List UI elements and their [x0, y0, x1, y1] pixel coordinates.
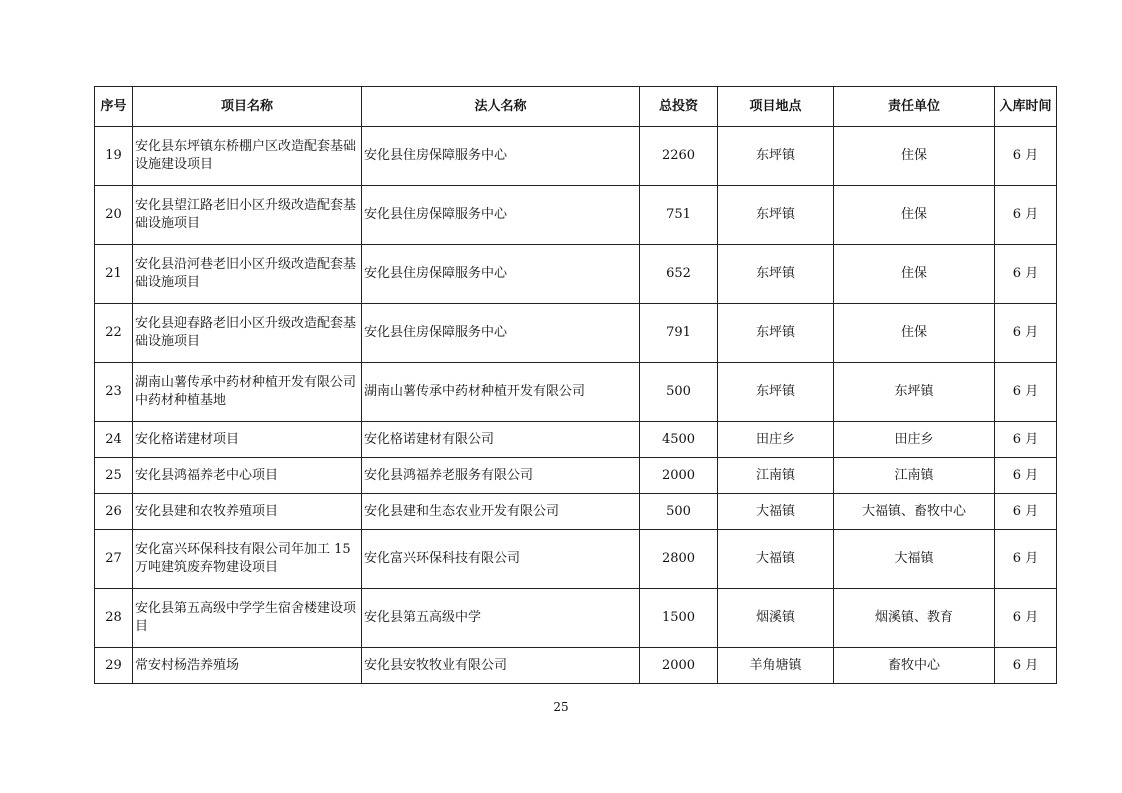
cell-project-name: 安化县沿河巷老旧小区升级改造配套基础设施项目	[133, 245, 362, 304]
table-row	[95, 422, 1057, 458]
cell-project-name: 安化县望江路老旧小区升级改造配套基础设施项目	[133, 186, 362, 245]
table-row	[95, 494, 1057, 530]
cell-investment: 751	[640, 186, 718, 245]
cell-entry-time: 6 月	[995, 589, 1057, 648]
cell-entry-time: 6 月	[995, 245, 1057, 304]
cell-no: 22	[95, 304, 133, 363]
cell-location: 江南镇	[718, 458, 834, 494]
header-responsible-unit: 责任单位	[834, 87, 995, 127]
cell-investment: 2000	[640, 458, 718, 494]
cell-entry-time: 6 月	[995, 422, 1057, 458]
cell-corporation: 安化格诺建材有限公司	[362, 422, 640, 458]
cell-entry-time: 6 月	[995, 186, 1057, 245]
cell-responsible-unit: 畜牧中心	[834, 648, 995, 684]
table-row	[95, 186, 1057, 245]
header-investment: 总投资	[640, 87, 718, 127]
table-row	[95, 458, 1057, 494]
cell-location: 东坪镇	[718, 186, 834, 245]
cell-no: 29	[95, 648, 133, 684]
cell-investment: 2000	[640, 648, 718, 684]
cell-location: 田庄乡	[718, 422, 834, 458]
table-row	[95, 589, 1057, 648]
cell-corporation: 安化县住房保障服务中心	[362, 127, 640, 186]
cell-location: 大福镇	[718, 494, 834, 530]
cell-project-name: 安化富兴环保科技有限公司年加工 15 万吨建筑废弃物建设项目	[133, 530, 362, 589]
cell-entry-time: 6 月	[995, 127, 1057, 186]
cell-no: 21	[95, 245, 133, 304]
cell-corporation: 安化县住房保障服务中心	[362, 304, 640, 363]
header-no: 序号	[95, 87, 133, 127]
cell-project-name: 安化县建和农牧养殖项目	[133, 494, 362, 530]
cell-responsible-unit: 住保	[834, 186, 995, 245]
cell-project-name: 湖南山薯传承中药材种植开发有限公司中药材种植基地	[133, 363, 362, 422]
cell-location: 东坪镇	[718, 245, 834, 304]
table-row	[95, 530, 1057, 589]
header-project-name: 项目名称	[133, 87, 362, 127]
cell-entry-time: 6 月	[995, 648, 1057, 684]
project-table	[94, 86, 1057, 684]
table-row	[95, 245, 1057, 304]
cell-investment: 4500	[640, 422, 718, 458]
cell-project-name: 常安村杨浩养殖场	[133, 648, 362, 684]
cell-corporation: 湖南山薯传承中药材种植开发有限公司	[362, 363, 640, 422]
table-row	[95, 304, 1057, 363]
cell-entry-time: 6 月	[995, 304, 1057, 363]
cell-investment: 652	[640, 245, 718, 304]
cell-investment: 1500	[640, 589, 718, 648]
cell-responsible-unit: 东坪镇	[834, 363, 995, 422]
cell-investment: 500	[640, 494, 718, 530]
page-number: 25	[553, 700, 569, 714]
cell-corporation: 安化县住房保障服务中心	[362, 186, 640, 245]
cell-responsible-unit: 田庄乡	[834, 422, 995, 458]
cell-responsible-unit: 住保	[834, 127, 995, 186]
table-row	[95, 648, 1057, 684]
cell-location: 东坪镇	[718, 304, 834, 363]
cell-location: 烟溪镇	[718, 589, 834, 648]
cell-entry-time: 6 月	[995, 494, 1057, 530]
table-row	[95, 363, 1057, 422]
cell-corporation: 安化富兴环保科技有限公司	[362, 530, 640, 589]
cell-entry-time: 6 月	[995, 530, 1057, 589]
cell-no: 25	[95, 458, 133, 494]
cell-corporation: 安化县住房保障服务中心	[362, 245, 640, 304]
cell-no: 28	[95, 589, 133, 648]
cell-project-name: 安化格诺建材项目	[133, 422, 362, 458]
cell-no: 27	[95, 530, 133, 589]
table-header-row	[95, 87, 1057, 127]
cell-corporation: 安化县鸿福养老服务有限公司	[362, 458, 640, 494]
cell-responsible-unit: 住保	[834, 245, 995, 304]
cell-responsible-unit: 大福镇、畜牧中心	[834, 494, 995, 530]
cell-no: 26	[95, 494, 133, 530]
cell-no: 24	[95, 422, 133, 458]
cell-location: 大福镇	[718, 530, 834, 589]
cell-responsible-unit: 江南镇	[834, 458, 995, 494]
cell-responsible-unit: 大福镇	[834, 530, 995, 589]
header-corporation: 法人名称	[362, 87, 640, 127]
cell-no: 20	[95, 186, 133, 245]
cell-no: 19	[95, 127, 133, 186]
cell-investment: 500	[640, 363, 718, 422]
cell-location: 东坪镇	[718, 363, 834, 422]
cell-corporation: 安化县第五高级中学	[362, 589, 640, 648]
header-entry-time: 入库时间	[995, 87, 1057, 127]
cell-entry-time: 6 月	[995, 458, 1057, 494]
header-location: 项目地点	[718, 87, 834, 127]
cell-location: 羊角塘镇	[718, 648, 834, 684]
cell-project-name: 安化县第五高级中学学生宿舍楼建设项目	[133, 589, 362, 648]
cell-entry-time: 6 月	[995, 363, 1057, 422]
cell-investment: 2800	[640, 530, 718, 589]
table-row	[95, 127, 1057, 186]
cell-responsible-unit: 烟溪镇、教育	[834, 589, 995, 648]
cell-location: 东坪镇	[718, 127, 834, 186]
cell-project-name: 安化县迎春路老旧小区升级改造配套基础设施项目	[133, 304, 362, 363]
cell-investment: 2260	[640, 127, 718, 186]
cell-corporation: 安化县建和生态农业开发有限公司	[362, 494, 640, 530]
cell-no: 23	[95, 363, 133, 422]
cell-corporation: 安化县安牧牧业有限公司	[362, 648, 640, 684]
cell-project-name: 安化县鸿福养老中心项目	[133, 458, 362, 494]
cell-investment: 791	[640, 304, 718, 363]
cell-responsible-unit: 住保	[834, 304, 995, 363]
cell-project-name: 安化县东坪镇东桥棚户区改造配套基础设施建设项目	[133, 127, 362, 186]
